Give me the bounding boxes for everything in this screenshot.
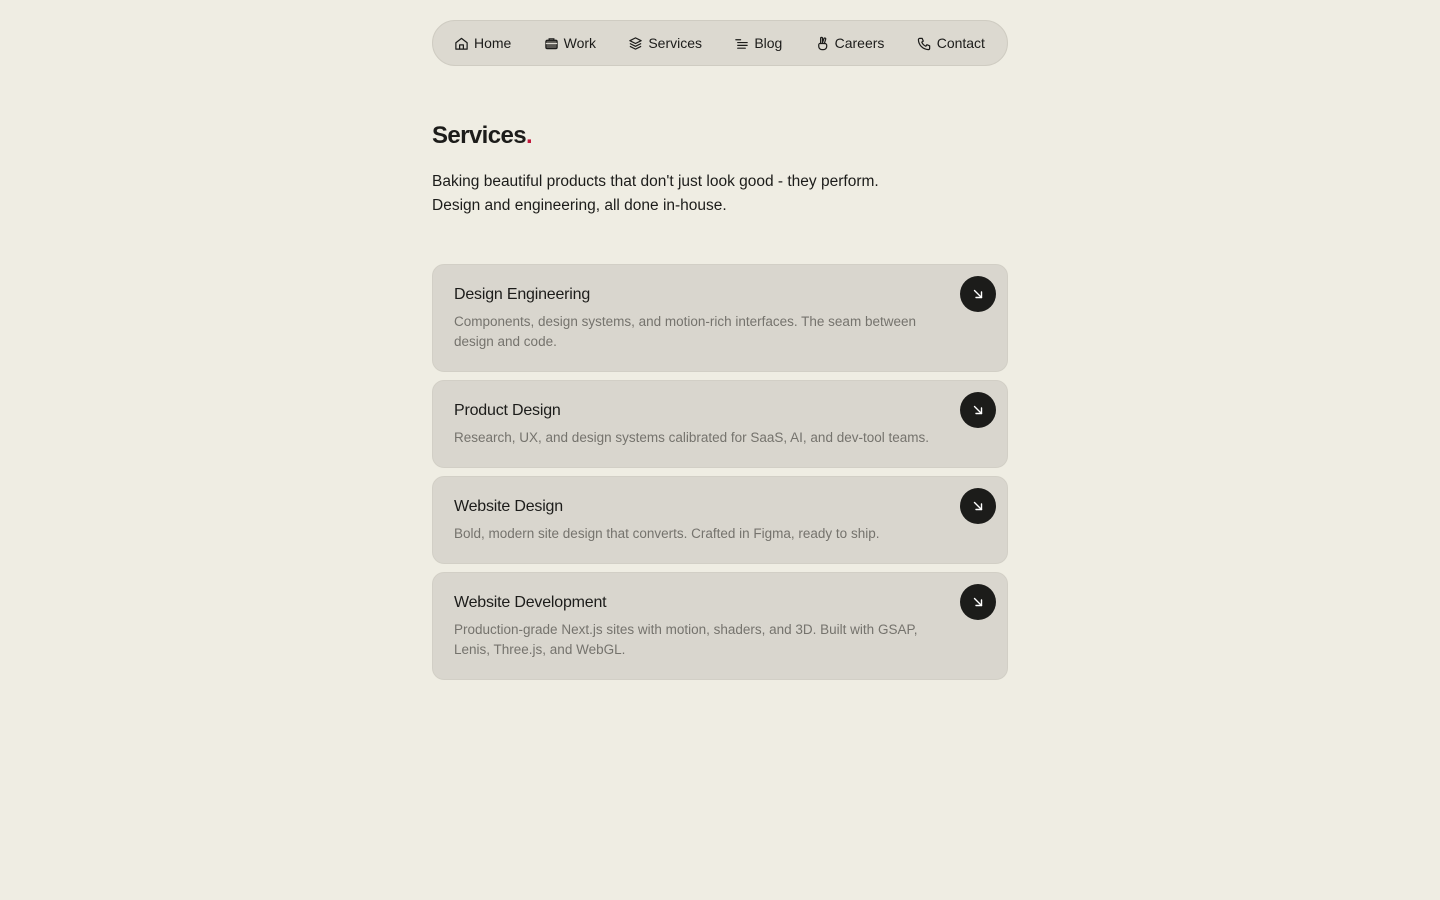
- service-title: Website Development: [454, 594, 607, 611]
- layers-icon: [628, 36, 643, 51]
- text-lines-icon: [734, 36, 749, 51]
- nav-item-home[interactable]: [454, 35, 511, 51]
- page-title: [432, 122, 532, 150]
- nav-label-services: Services: [648, 35, 703, 51]
- nav-item-contact[interactable]: [917, 35, 985, 51]
- arrow-down-right-icon: [972, 288, 984, 300]
- nav-item-work[interactable]: [544, 35, 596, 51]
- service-card-website-design[interactable]: [432, 476, 1008, 564]
- top-nav: [432, 20, 1008, 66]
- arrow-button[interactable]: [960, 276, 996, 312]
- nav-label-home: Home: [474, 35, 512, 51]
- arrow-down-right-icon: [972, 500, 984, 512]
- service-title: Product Design: [454, 402, 561, 419]
- home-icon: [454, 36, 469, 51]
- arrow-down-right-icon: [972, 404, 984, 416]
- service-description: Components, design systems, and motion-rich interfaces. The seam between design and code.: [454, 314, 916, 349]
- service-description: Bold, modern site design that converts. Crafted in Figma, ready to ship.: [454, 526, 880, 541]
- arrow-button[interactable]: [960, 488, 996, 524]
- title-accent-dot: .: [525, 122, 533, 149]
- nav-label-blog: Blog: [754, 35, 783, 51]
- arrow-button[interactable]: [960, 584, 996, 620]
- services-list: [432, 264, 1008, 680]
- nav-item-services[interactable]: [628, 35, 702, 51]
- nav-item-blog[interactable]: [734, 35, 782, 51]
- nav-label-work: Work: [563, 35, 597, 51]
- peace-hand-icon: [815, 36, 830, 51]
- service-card-website-development[interactable]: [432, 572, 1008, 680]
- arrow-button[interactable]: [960, 392, 996, 428]
- service-card-design-engineering[interactable]: [432, 264, 1008, 372]
- briefcase-icon: [544, 36, 559, 51]
- phone-icon: [917, 36, 932, 51]
- arrow-down-right-icon: [972, 596, 984, 608]
- service-title: Website Design: [454, 498, 563, 515]
- subtitle-line-2: Design and engineering, all done in-house.: [432, 197, 727, 214]
- page-subtitle: [432, 170, 992, 218]
- service-card-product-design[interactable]: [432, 380, 1008, 468]
- service-description: Production-grade Next.js sites with motion, shaders, and 3D. Built with GSAP, Lenis, Three.js, and WebGL.: [454, 622, 918, 657]
- nav-label-contact: Contact: [936, 35, 985, 51]
- page-title-text: Services: [432, 122, 526, 149]
- service-title: Design Engineering: [454, 286, 591, 303]
- subtitle-line-1: Baking beautiful products that don't just look good - they perform.: [432, 173, 879, 190]
- nav-item-careers[interactable]: [815, 35, 885, 51]
- nav-label-careers: Careers: [834, 35, 885, 51]
- service-description: Research, UX, and design systems calibrated for SaaS, AI, and dev-tool teams.: [454, 430, 929, 445]
